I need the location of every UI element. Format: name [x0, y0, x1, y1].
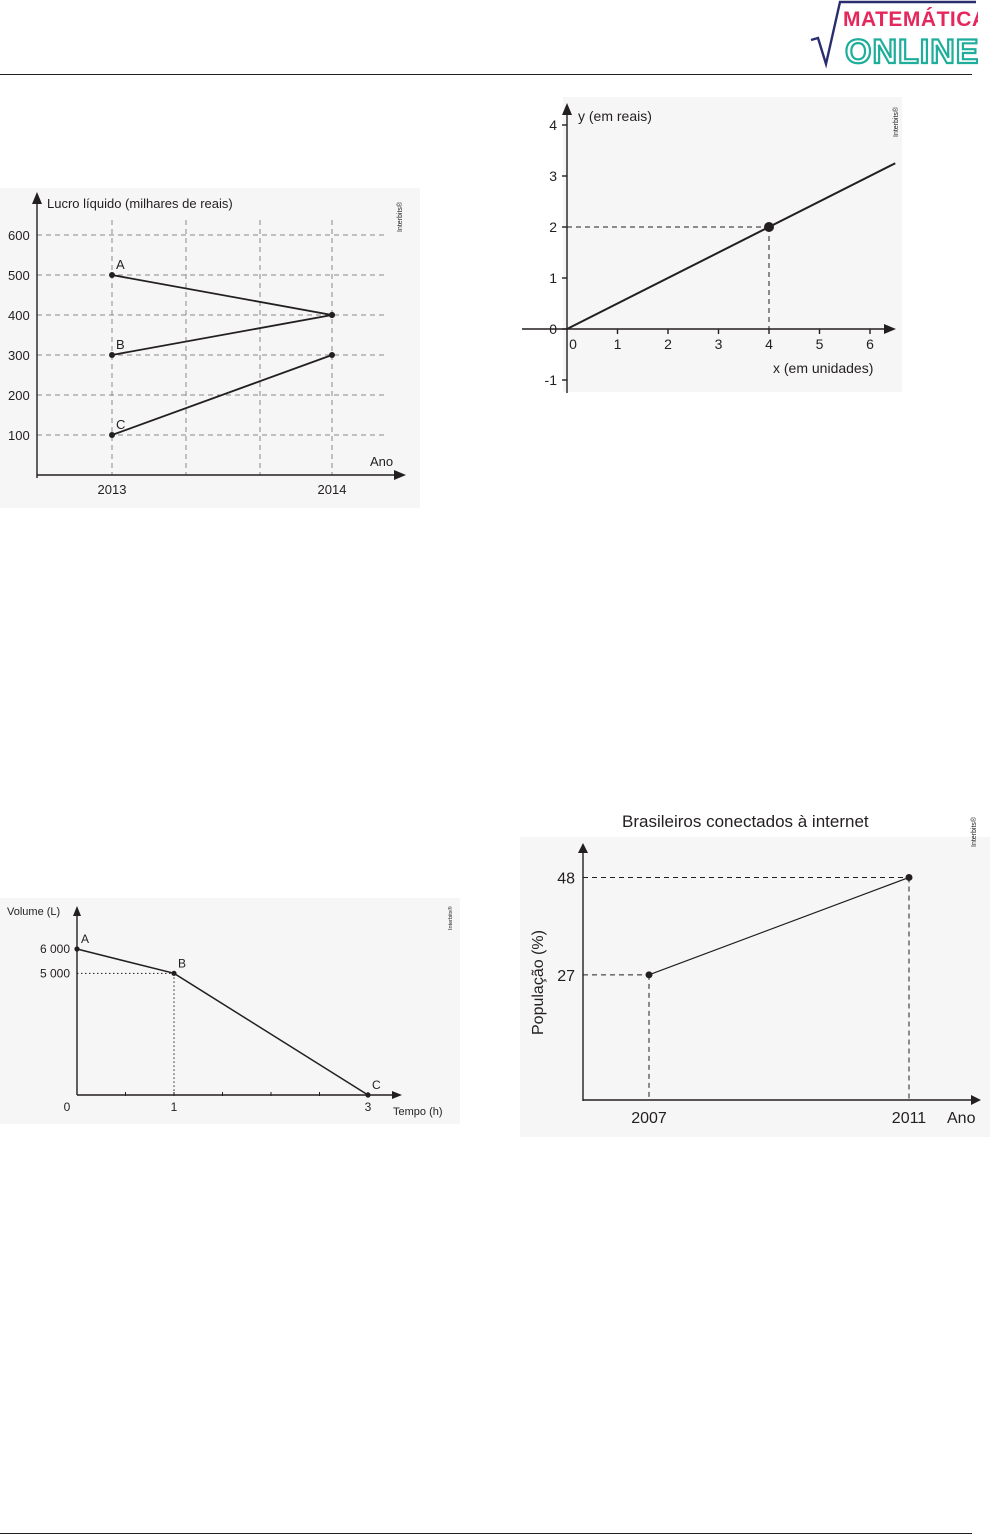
y-tick-label: 500: [8, 268, 30, 283]
x-tick-label: 0: [63, 1100, 71, 1114]
data-point: [109, 432, 115, 438]
y-tick-label: 0: [549, 321, 557, 337]
x-tick-label: 5: [815, 336, 824, 352]
point-label: A: [81, 932, 90, 946]
data-point: [171, 971, 176, 976]
y-tick-label: 6 000: [39, 942, 70, 956]
data-point: [329, 312, 335, 318]
y-tick-label: 100: [8, 428, 30, 443]
y-tick-label: 400: [8, 308, 30, 323]
x-tick-label: 2014: [317, 482, 347, 497]
x-axis-label: x (em unidades): [773, 360, 874, 376]
data-point: [109, 352, 115, 358]
chart-internet: [520, 805, 990, 1130]
x-tick-label: 2: [664, 336, 672, 352]
chart-reais: [508, 97, 904, 397]
y-tick-label: 600: [8, 228, 30, 243]
highlight-point: [764, 222, 774, 232]
logo-top-text: MATEMÁTICA: [843, 8, 978, 31]
x-tick-label: 2013: [97, 482, 127, 497]
credit-text: Interbits®: [397, 201, 404, 232]
y-axis-label: Lucro líquido (milhares de reais): [47, 196, 233, 211]
data-point: [109, 272, 115, 278]
logo-bottom-text: ONLINE: [845, 33, 978, 71]
point-label: A: [116, 257, 125, 272]
chart-volume: [0, 898, 460, 1124]
x-tick-label: 2007: [631, 1110, 667, 1127]
y-tick-label: 300: [8, 348, 30, 363]
data-point: [906, 874, 913, 881]
y-axis-label: Volume (L): [7, 906, 61, 918]
credit-text: Interbits®: [448, 906, 454, 930]
point-label: B: [116, 337, 125, 352]
y-tick-label: 27: [557, 967, 575, 985]
y-tick-label: -1: [544, 372, 557, 388]
y-tick-label: 3: [549, 168, 557, 184]
footer-rule: [0, 1533, 972, 1534]
point-label: B: [178, 956, 187, 971]
header-rule: [0, 74, 972, 75]
y-tick-label: 4: [549, 117, 557, 133]
data-point: [646, 971, 653, 978]
x-tick-label: 1: [170, 1100, 178, 1114]
credit-text: Interbits®: [971, 816, 978, 847]
y-tick-label: 1: [549, 270, 557, 286]
y-axis-label: População (%): [530, 930, 547, 1035]
y-tick-label: 48: [557, 870, 575, 888]
chart-title: Brasileiros conectados à internet: [622, 812, 869, 831]
y-tick-label: 200: [8, 388, 30, 403]
y-tick-label: 5 000: [39, 966, 70, 981]
data-point: [365, 1092, 370, 1097]
chart-lucro: [0, 188, 420, 508]
x-tick-label: 3: [714, 336, 723, 352]
x-tick-label: 3: [364, 1100, 372, 1114]
point-label: C: [116, 417, 126, 432]
x-tick-label: 0: [569, 336, 577, 352]
x-axis-label: Ano: [947, 1110, 976, 1127]
x-tick-label: 4: [765, 336, 773, 352]
y-tick-label: 2: [549, 219, 557, 235]
point-label: C: [372, 1078, 381, 1092]
y-axis-label: y (em reais): [578, 108, 652, 124]
x-axis-label: Ano: [370, 454, 394, 469]
data-point: [74, 946, 79, 951]
x-tick-label: 1: [613, 336, 622, 352]
data-point: [329, 352, 335, 358]
x-tick-label: 2011: [891, 1110, 927, 1127]
x-tick-label: 6: [866, 336, 874, 352]
brand-logo: [808, 0, 978, 72]
x-axis-label: Tempo (h): [393, 1106, 443, 1118]
credit-text: Interbits®: [893, 106, 900, 137]
